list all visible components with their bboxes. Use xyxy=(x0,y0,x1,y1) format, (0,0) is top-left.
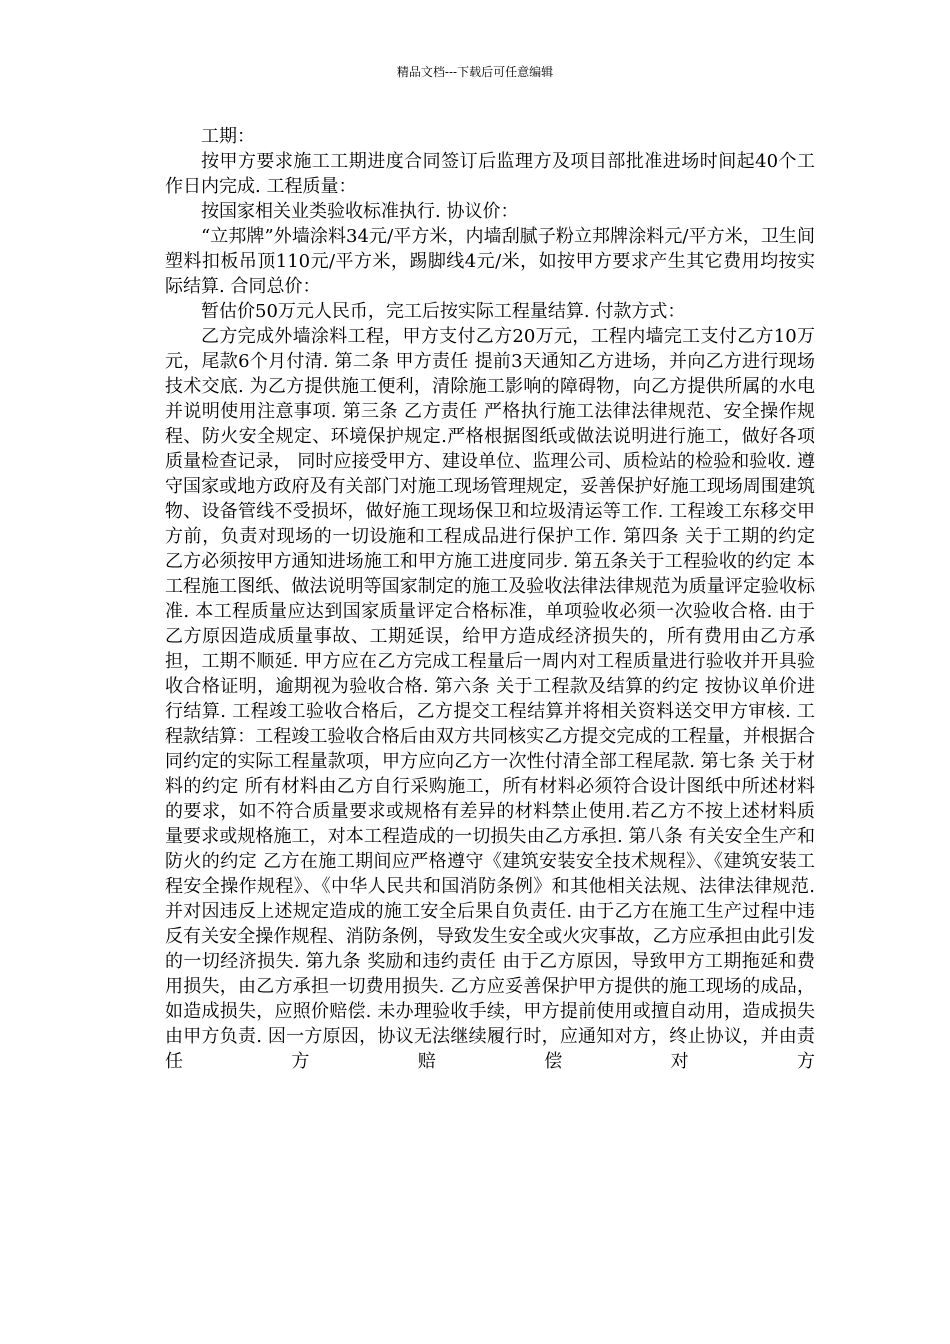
paragraph-total-price: 暂估价50万元人民币，完工后按实际工程量结算. 付款方式： xyxy=(201,301,686,322)
paragraph-terms: 乙方完成外墙涂料工程，甲方支付乙方20万元，工程内墙完工支付乙方10万元，尾款6个月付清. 第二条 甲方责任 提前3天通知乙方进场，并向乙方进行现场技术交底. 为乙方提供施工便利，清除施工影响的障碍物，向乙方提供所属的水电并说明使用注意事项. 第三条 乙方责任 严格执行施工法律法律规范、安全操作规程、防火安全规定、环境保护规定.严格根据图纸或做法说明进行施工，做好各项质量检查记录， 同时应接受甲方、建设单位、监理公司、质检站的检验和验收. 遵守国家或地方政府及有关部门对施工现场管理规定，妥善保护好施工现场周围建筑物、设备管线不受损坏，做好施工现场保卫和垃圾清运等工作. 工程竣工东移交甲方前，负责对现场的一切设施和工程成品进行保护工作. 第四条 关于工期的约定 乙方必须按甲方通知进场施工和甲方施工进度同步. 第五条关于工程验收的约定 本工程施工图纸、做法说明等国家制定的施工及验收法律法律规范为质量评定验收标准. 本工程质量应达到国家质量评定合格标准，单项验收必须一次验收合格. 由于乙方原因造成质量事故、工期延误，给甲方造成经济损失的，所有费用由乙方承担，工期不顺延. 甲方应在乙方完成工程量后一周内对工程质量进行验收并开具验收合格证明，逾期视为验收合格. 第六条 关于工程款及结算的约定 按协议单价进行结算. 工程竣工验收合格后，乙方提交工程结算并将相关资料送交甲方审核. 工程款结算：工程竣工验收合格后由双方共同核实乙方提交完成的工程量，并根据合同约定的实际工程量款项，甲方应向乙方一次性付清全部工程尾款. 第七条 关于材料的约定 所有材料由乙方自行采购施工，所有材料必须符合设计图纸中所述材料的要求，如不符合质量要求或规格有差异的材料禁止使用.若乙方不按上述材料质量要求或规格施工，对本工程造成的一切损失由乙方承担. 第八条 有关安全生产和防火的约定 乙方在施工期间应严格遵守《建筑安装安全技术规程》、《建筑安装工程安全操作规程》、《中华人民共和国消防条例》和其他相关法规、法律法律规范.并对因违反上述规定造成的施工安全后果自负责任. 由于乙方在施工生产过程中违反有关安全操作规程、消防条例，导致发生安全或火灾事故，乙方应承担由此引发的一切经济损失. 第九条 奖励和违约责任 由于乙方原因，导致甲方工期拖延和费用损失，由乙方承担一切费用损失. 乙方应妥善保护甲方提供的施工现场的成品，如造成损失，应照价赔偿. 未办理验收手续，甲方提前使用或擅自动用，造成损失由甲方负责. 因一方原因，协议无法继续履行时，应通知对方，终止协议，并由责任方赔偿对方 xyxy=(165,326,815,1072)
paragraph-duration-heading: 工期： xyxy=(201,126,255,147)
paragraph-unit-price: “立邦牌”外墙涂料34元/平方米，内墙刮腻子粉立邦牌涂料元/平方米，卫生间塑料扣板吊顶110元/平方米，踢脚线4元/米，如按甲方要求产生其它费用均按实际结算. 合同总价： xyxy=(165,226,815,297)
page-header: 精品文档---下载后可任意编辑 xyxy=(396,65,554,79)
paragraph-quality: 按国家相关业类验收标准执行. 协议价： xyxy=(201,201,519,222)
paragraph-duration: 按甲方要求施工工期进度合同签订后监理方及项目部批准进场时间起40个工作日内完成. 工程质量： xyxy=(165,151,815,197)
document-body xyxy=(165,124,815,1074)
